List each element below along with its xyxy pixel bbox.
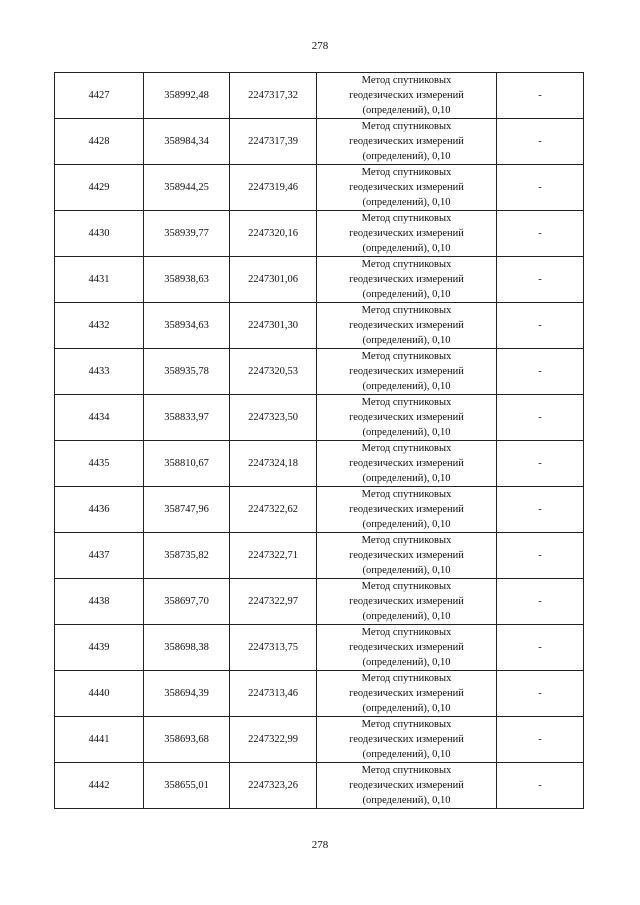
x-coordinate-cell: 358655,01 — [144, 763, 230, 809]
point-number-cell: 4431 — [55, 257, 144, 303]
method-cell — [317, 257, 497, 303]
method-text-line: геодезических измерений — [349, 642, 464, 653]
method-text-line: (определений), 0,10 — [362, 151, 451, 162]
method-text-line: (определений), 0,10 — [362, 289, 451, 300]
method-text-line: геодезических измерений — [349, 734, 464, 745]
method-text-line: (определений), 0,10 — [362, 427, 451, 438]
method-text-line: Метод спутниковых — [361, 213, 452, 224]
note-cell: - — [497, 211, 584, 257]
method-text-line: Метод спутниковых — [361, 167, 452, 178]
method-text-line: геодезических измерений — [349, 90, 464, 101]
point-number-cell: 4434 — [55, 395, 144, 441]
method-text-line: Метод спутниковых — [361, 397, 452, 408]
x-coordinate-cell: 358938,63 — [144, 257, 230, 303]
method-cell — [317, 211, 497, 257]
method-text-line: Метод спутниковых — [361, 351, 452, 362]
method-cell — [317, 487, 497, 533]
method-cell — [317, 717, 497, 763]
table-row — [55, 625, 584, 671]
note-cell: - — [497, 349, 584, 395]
method-cell — [317, 349, 497, 395]
y-coordinate-cell: 2247317,32 — [230, 73, 317, 119]
method-cell — [317, 441, 497, 487]
method-text-line: (определений), 0,10 — [362, 611, 451, 622]
x-coordinate-cell: 358747,96 — [144, 487, 230, 533]
method-text-line: геодезических измерений — [349, 228, 464, 239]
method-text-line: (определений), 0,10 — [362, 473, 451, 484]
point-number-cell: 4440 — [55, 671, 144, 717]
x-coordinate-cell: 358934,63 — [144, 303, 230, 349]
method-text-line: (определений), 0,10 — [362, 381, 451, 392]
note-cell: - — [497, 119, 584, 165]
y-coordinate-cell: 2247320,16 — [230, 211, 317, 257]
point-number-cell: 4436 — [55, 487, 144, 533]
y-coordinate-cell: 2247313,46 — [230, 671, 317, 717]
note-cell: - — [497, 487, 584, 533]
method-text-line: Метод спутниковых — [361, 305, 452, 316]
method-text-line: Метод спутниковых — [361, 75, 452, 86]
x-coordinate-cell: 358935,78 — [144, 349, 230, 395]
x-coordinate-cell: 358939,77 — [144, 211, 230, 257]
table-row — [55, 73, 584, 119]
method-cell — [317, 763, 497, 809]
point-number-cell: 4435 — [55, 441, 144, 487]
note-cell: - — [497, 303, 584, 349]
x-coordinate-cell: 358693,68 — [144, 717, 230, 763]
x-coordinate-cell: 358694,39 — [144, 671, 230, 717]
y-coordinate-cell: 2247323,50 — [230, 395, 317, 441]
point-number-cell: 4439 — [55, 625, 144, 671]
method-text-line: геодезических измерений — [349, 320, 464, 331]
table-row — [55, 211, 584, 257]
method-text-line: Метод спутниковых — [361, 489, 452, 500]
x-coordinate-cell: 358697,70 — [144, 579, 230, 625]
method-text-line: Метод спутниковых — [361, 121, 452, 132]
point-number-cell: 4430 — [55, 211, 144, 257]
point-number-cell: 4432 — [55, 303, 144, 349]
x-coordinate-cell: 358735,82 — [144, 533, 230, 579]
method-text-line: геодезических измерений — [349, 412, 464, 423]
table-row — [55, 257, 584, 303]
method-cell — [317, 533, 497, 579]
point-number-cell: 4441 — [55, 717, 144, 763]
table-row — [55, 717, 584, 763]
method-cell — [317, 73, 497, 119]
method-text-line: геодезических измерений — [349, 780, 464, 791]
y-coordinate-cell: 2247322,62 — [230, 487, 317, 533]
method-text-line: (определений), 0,10 — [362, 519, 451, 530]
method-text-line: Метод спутниковых — [361, 765, 452, 776]
method-text-line: Метод спутниковых — [361, 673, 452, 684]
y-coordinate-cell: 2247319,46 — [230, 165, 317, 211]
table-row — [55, 579, 584, 625]
table-row — [55, 349, 584, 395]
x-coordinate-cell: 358984,34 — [144, 119, 230, 165]
table-row — [55, 395, 584, 441]
method-text-line: (определений), 0,10 — [362, 243, 451, 254]
note-cell: - — [497, 671, 584, 717]
x-coordinate-cell: 358810,67 — [144, 441, 230, 487]
method-text-line: геодезических измерений — [349, 366, 464, 377]
method-text-line: (определений), 0,10 — [362, 105, 451, 116]
y-coordinate-cell: 2247322,97 — [230, 579, 317, 625]
table-row — [55, 671, 584, 717]
method-cell — [317, 625, 497, 671]
method-text-line: (определений), 0,10 — [362, 197, 451, 208]
table-row — [55, 303, 584, 349]
method-cell — [317, 165, 497, 211]
y-coordinate-cell: 2247322,99 — [230, 717, 317, 763]
table-row — [55, 763, 584, 809]
table-row — [55, 487, 584, 533]
method-cell — [317, 119, 497, 165]
note-cell: - — [497, 763, 584, 809]
point-number-cell: 4427 — [55, 73, 144, 119]
method-text-line: геодезических измерений — [349, 504, 464, 515]
table-row — [55, 441, 584, 487]
method-text-line: (определений), 0,10 — [362, 703, 451, 714]
note-cell: - — [497, 579, 584, 625]
y-coordinate-cell: 2247313,75 — [230, 625, 317, 671]
table-row — [55, 165, 584, 211]
method-text-line: геодезических измерений — [349, 136, 464, 147]
y-coordinate-cell: 2247301,06 — [230, 257, 317, 303]
method-text-line: Метод спутниковых — [361, 627, 452, 638]
note-cell: - — [497, 533, 584, 579]
method-text-line: Метод спутниковых — [361, 719, 452, 730]
method-text-line: Метод спутниковых — [361, 535, 452, 546]
method-cell — [317, 579, 497, 625]
page-number-bottom: 278 — [311, 839, 329, 851]
coordinates-table-body — [55, 73, 584, 809]
point-number-cell: 4433 — [55, 349, 144, 395]
table-row — [55, 533, 584, 579]
note-cell: - — [497, 165, 584, 211]
method-text-line: геодезических измерений — [349, 688, 464, 699]
method-text-line: (определений), 0,10 — [362, 749, 451, 760]
method-text-line: геодезических измерений — [349, 458, 464, 469]
y-coordinate-cell: 2247301,30 — [230, 303, 317, 349]
method-cell — [317, 395, 497, 441]
method-cell — [317, 303, 497, 349]
note-cell: - — [497, 441, 584, 487]
point-number-cell: 4428 — [55, 119, 144, 165]
method-text-line: Метод спутниковых — [361, 443, 452, 454]
method-text-line: (определений), 0,10 — [362, 565, 451, 576]
method-text-line: Метод спутниковых — [361, 581, 452, 592]
method-text-line: геодезических измерений — [349, 274, 464, 285]
y-coordinate-cell: 2247323,26 — [230, 763, 317, 809]
point-number-cell: 4429 — [55, 165, 144, 211]
point-number-cell: 4442 — [55, 763, 144, 809]
x-coordinate-cell: 358992,48 — [144, 73, 230, 119]
method-text-line: (определений), 0,10 — [362, 657, 451, 668]
method-text-line: геодезических измерений — [349, 182, 464, 193]
y-coordinate-cell: 2247320,53 — [230, 349, 317, 395]
x-coordinate-cell: 358833,97 — [144, 395, 230, 441]
method-cell — [317, 671, 497, 717]
y-coordinate-cell: 2247324,18 — [230, 441, 317, 487]
method-text-line: (определений), 0,10 — [362, 335, 451, 346]
method-text-line: геодезических измерений — [349, 550, 464, 561]
coordinates-table — [54, 72, 584, 809]
note-cell: - — [497, 395, 584, 441]
method-text-line: (определений), 0,10 — [362, 795, 451, 806]
point-number-cell: 4437 — [55, 533, 144, 579]
x-coordinate-cell: 358698,38 — [144, 625, 230, 671]
note-cell: - — [497, 257, 584, 303]
method-text-line: геодезических измерений — [349, 596, 464, 607]
note-cell: - — [497, 717, 584, 763]
note-cell: - — [497, 625, 584, 671]
y-coordinate-cell: 2247322,71 — [230, 533, 317, 579]
point-number-cell: 4438 — [55, 579, 144, 625]
table-row — [55, 119, 584, 165]
method-text-line: Метод спутниковых — [361, 259, 452, 270]
page-number-top: 278 — [311, 40, 329, 52]
note-cell: - — [497, 73, 584, 119]
x-coordinate-cell: 358944,25 — [144, 165, 230, 211]
y-coordinate-cell: 2247317,39 — [230, 119, 317, 165]
